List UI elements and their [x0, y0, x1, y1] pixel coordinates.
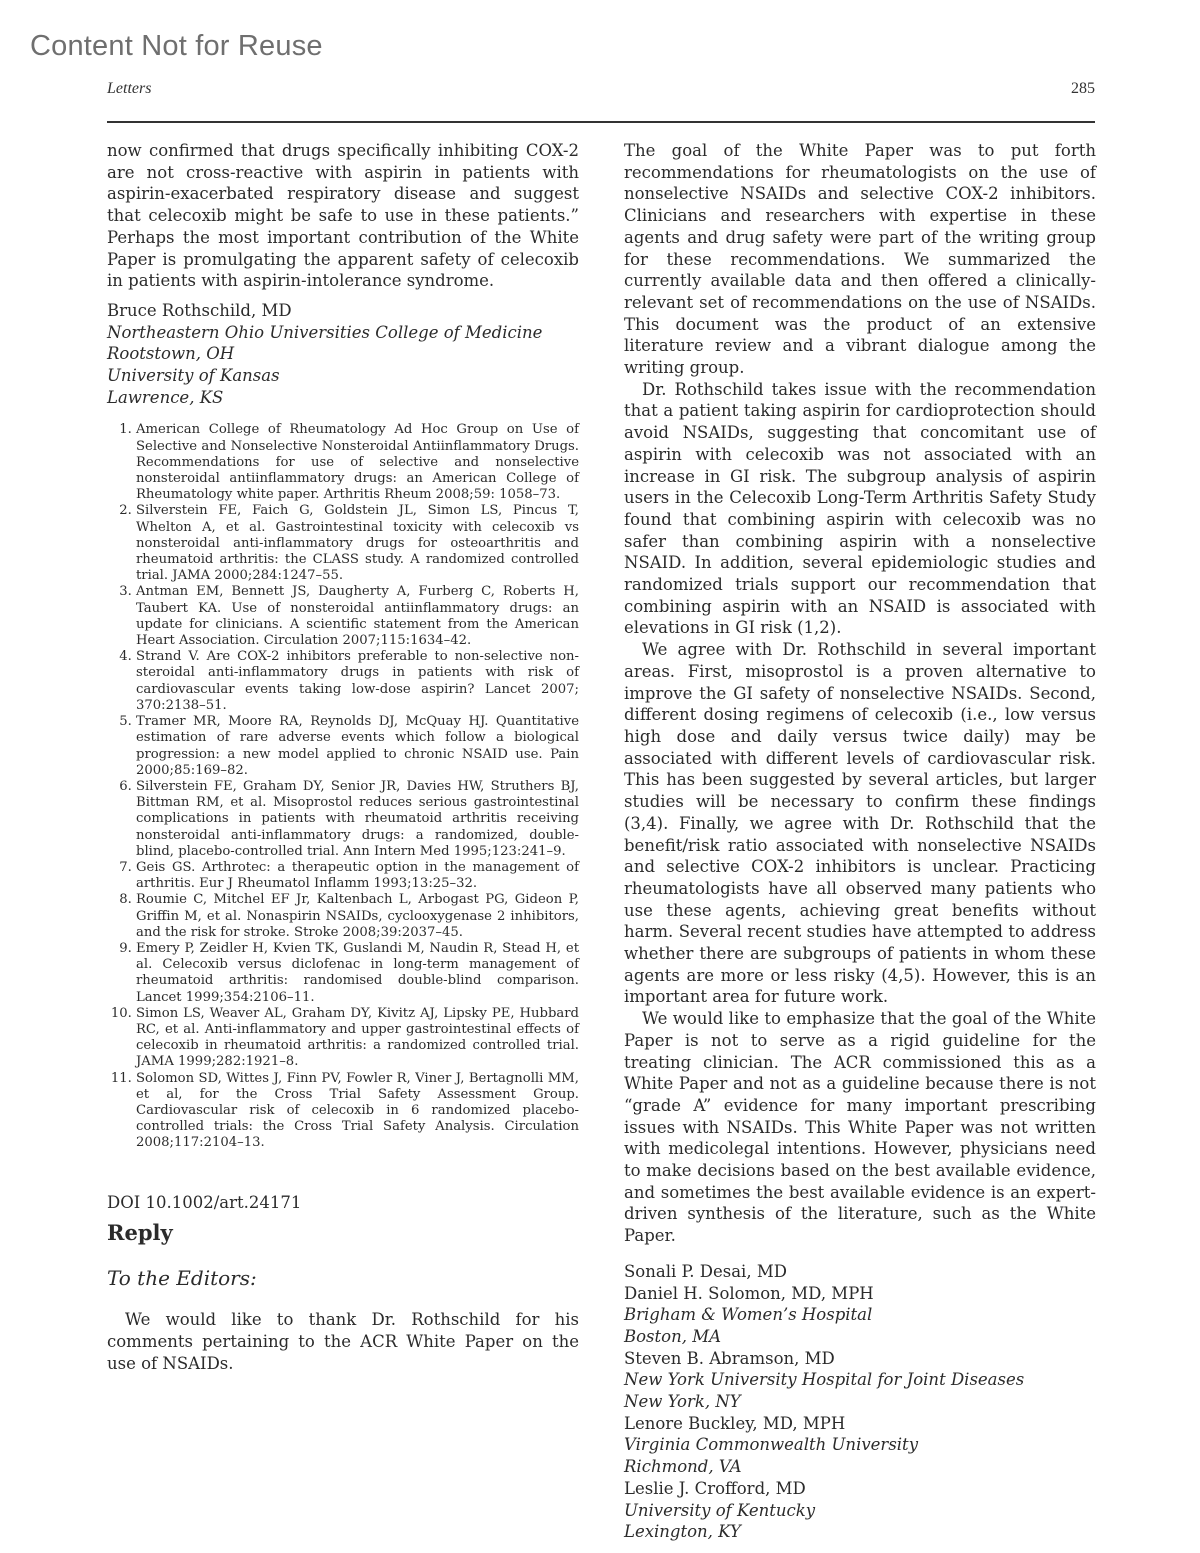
reply-paragraph: Dr. Rothschild takes issue with the recommendation that a patient taking aspirin for cardioprotection should avoid NSAIDs, suggesting that concomitant use of aspirin with celecoxib was not associated with an increase in GI risk. The subgroup analysis of aspirin users in the Celecoxib Long-Term Arthritis Safety Study found that combining aspirin with celecoxib was no safer than combining aspirin with a nonselective NSAID. In addition, several epidemiologic studies and randomized trials support our recommendation that combining aspirin with an NSAID is associated with elevations in GI risk (1,2). [624, 379, 1096, 638]
reply-paragraph: We would like to emphasize that the goal of the White Paper is not to serve as a rigid guideline for the treating clinician. The ACR commissioned this as a White Paper and not as a guideline because there is not “grade A” evidence for many important prescribing issues with NSAIDs. This White Paper was not written with medicolegal intentions. However, physicians need to make decisions based on the best available evidence, and sometimes the best available evidence is an expert-driven synthesis of the literature, such as the White Paper. [624, 1009, 1096, 1246]
signatory-location: Boston, MA [624, 1326, 722, 1346]
reply-heading: Reply [107, 1220, 173, 1246]
reference-item: 5. Tramer MR, Moore RA, Reynolds DJ, McQuay HJ. Quantitative estimation of rare adverse events which follow a biological progression: a new model applied to chronic NSAID use. Pain 2000;85:169–82. [136, 714, 579, 779]
author-location: Lawrence, KS [107, 387, 224, 407]
reference-item: 6. Silverstein FE, Graham DY, Senior JR, Davies HW, Struthers BJ, Bittman RM, et al. Misoprostol reduces serious gastrointestinal complications in patients with rheumatoid arthritis receiving nonsteroidal anti-inflammatory drugs: a randomized, double-blind, placebo-controlled trial. Ann Intern Med 1995;123:241–9. [136, 779, 579, 860]
reply-paragraph: We agree with Dr. Rothschild in several important areas. First, misoprostol is a proven alternative to improve the GI safety of nonselective NSAIDs. Second, different dosing regimens of celecoxib (i.e., low versus high dose and daily versus twice daily) may be associated with different levels of cardiovascular risk. This has been suggested by several articles, but larger studies will be necessary to confirm these findings (3,4). Finally, we agree with Dr. Rothschild that the benefit/risk ratio associated with nonselective NSAIDs and selective COX-2 inhibitors is unclear. Practicing rheumatologists have all observed many patients who use these agents, achieving great benefits without harm. Several recent studies have attempted to address whether there are subgroups of patients in whom these agents are more or less risky (4,5). However, this is an important area for future work. [624, 640, 1096, 1007]
reference-item: 8. Roumie C, Mitchel EF Jr, Kaltenbach L, Arbogast PG, Gideon P, Griffin M, et al. Nonaspirin NSAIDs, cyclooxygenase 2 inhibitors, and the risk for stroke. Stroke 2008;39:2037–45. [136, 892, 579, 941]
signatory-location: New York, NY [624, 1392, 741, 1412]
running-head: Letters [107, 80, 152, 97]
signatory-name: Lenore Buckley, MD, MPH [624, 1413, 846, 1433]
signatory-affiliation: Brigham & Women’s Hospital [624, 1305, 873, 1325]
watermark: Content Not for Reuse [30, 30, 323, 62]
signatory-name: Sonali P. Desai, MD [624, 1261, 787, 1281]
reference-item: 9. Emery P, Zeidler H, Kvien TK, Guslandi M, Naudin R, Stead H, et al. Celecoxib versus diclofenac in long-term management of rheumatoid arthritis: randomised double-blind comparison. Lancet 1999;354:2106–11. [136, 941, 579, 1006]
reference-list [107, 422, 579, 1151]
signatory-location: Lexington, KY [624, 1522, 741, 1542]
header-rule [107, 121, 1095, 123]
reply-signatories [624, 1261, 1096, 1543]
letter-author-block [107, 300, 579, 409]
signatory-location: Richmond, VA [624, 1457, 742, 1477]
reference-item: 2. Silverstein FE, Faich G, Goldstein JL, Simon LS, Pincus T, Whelton A, et al. Gastrointestinal toxicity with celecoxib vs nonsteroidal anti-inflammatory drugs for osteoarthritis and rheumatoid arthritis: the CLASS study. A randomized controlled trial. JAMA 2000;284:1247–55. [136, 503, 579, 584]
left-column [107, 140, 579, 1374]
author-affiliation: Northeastern Ohio Universities College of Medicine [107, 322, 543, 342]
author-affiliation: University of Kansas [107, 366, 280, 386]
signatory-affiliation: University of Kentucky [624, 1500, 816, 1520]
signatory-name: Leslie J. Crofford, MD [624, 1478, 806, 1498]
signatory-affiliation: Virginia Commonwealth University [624, 1435, 919, 1455]
reply-paragraph: The goal of the White Paper was to put forth recommendations for rheumatologists on the use of nonselective NSAIDs and selective COX-2 inhibitors. Clinicians and researchers with expertise in these agents and drug safety were part of the writing group for these recommendations. We summarized the currently available data and then offered a clinically-relevant set of recommendations on the use of NSAIDs. This document was the product of an extensive literature review and a vibrant dialogue among the writing group. [624, 141, 1096, 378]
reference-item: 11. Solomon SD, Wittes J, Finn PV, Fowler R, Viner J, Bertagnolli MM, et al, for the Cross Trial Safety Assessment Group. Cardiovascular risk of celecoxib in 6 randomized placebo-controlled trials: the Cross Trial Safety Analysis. Circulation 2008;117:2104–13. [136, 1071, 579, 1152]
signatory-name: Steven B. Abramson, MD [624, 1348, 835, 1368]
author-location: Rootstown, OH [107, 344, 235, 364]
reply-paragraph: We would like to thank Dr. Rothschild for his comments pertaining to the ACR White Paper on the use of NSAIDs. [107, 1310, 579, 1373]
author-name: Bruce Rothschild, MD [107, 300, 292, 320]
reference-item: 4. Strand V. Are COX-2 inhibitors preferable to non-selective non-steroidal anti-inflammatory drugs in patients with risk of cardiovascular events taking low-dose aspirin? Lancet 2007; 370:2138–51. [136, 649, 579, 714]
salutation: To the Editors: [107, 1266, 257, 1291]
continuation-paragraph: now confirmed that drugs specifically inhibiting COX-2 are not cross-reactive with aspirin in patients with aspirin-exacerbated respiratory disease and suggest that celecoxib might be safe to use in these patients.” Perhaps the most important contribution of the White Paper is promulgating the apparent safety of celecoxib in patients with aspirin-intolerance syndrome. [107, 141, 579, 291]
signatory-affiliation: New York University Hospital for Joint Diseases [624, 1370, 1025, 1390]
reference-item: 10. Simon LS, Weaver AL, Graham DY, Kivitz AJ, Lipsky PE, Hubbard RC, et al. Anti-inflammatory and upper gastrointestinal effects of celecoxib in rheumatoid arthritis: a randomized controlled trial. JAMA 1999;282:1921–8. [136, 1006, 579, 1071]
reference-item: 7. Geis GS. Arthrotec: a therapeutic option in the management of arthritis. Eur J Rheumatol Inflamm 1993;13:25–32. [136, 860, 579, 892]
page-number: 285 [1071, 80, 1095, 97]
right-column [624, 140, 1096, 1543]
doi: DOI 10.1002/art.24171 [107, 1192, 302, 1212]
reference-item: 3. Antman EM, Bennett JS, Daugherty A, Furberg C, Roberts H, Taubert KA. Use of nonsteroidal antiinflammatory drugs: an update for clinicians. A scientific statement from the American Heart Association. Circulation 2007;115:1634–42. [136, 584, 579, 649]
signatory-name: Daniel H. Solomon, MD, MPH [624, 1283, 874, 1303]
reference-item: 1. American College of Rheumatology Ad Hoc Group on Use of Selective and Nonselective Nonsteroidal Antiinflammatory Drugs. Recommendations for use of selective and nonselective nonsteroidal antiinflammatory drugs: an American College of Rheumatology white paper. Arthritis Rheum 2008;59: 1058–73. [136, 422, 579, 503]
